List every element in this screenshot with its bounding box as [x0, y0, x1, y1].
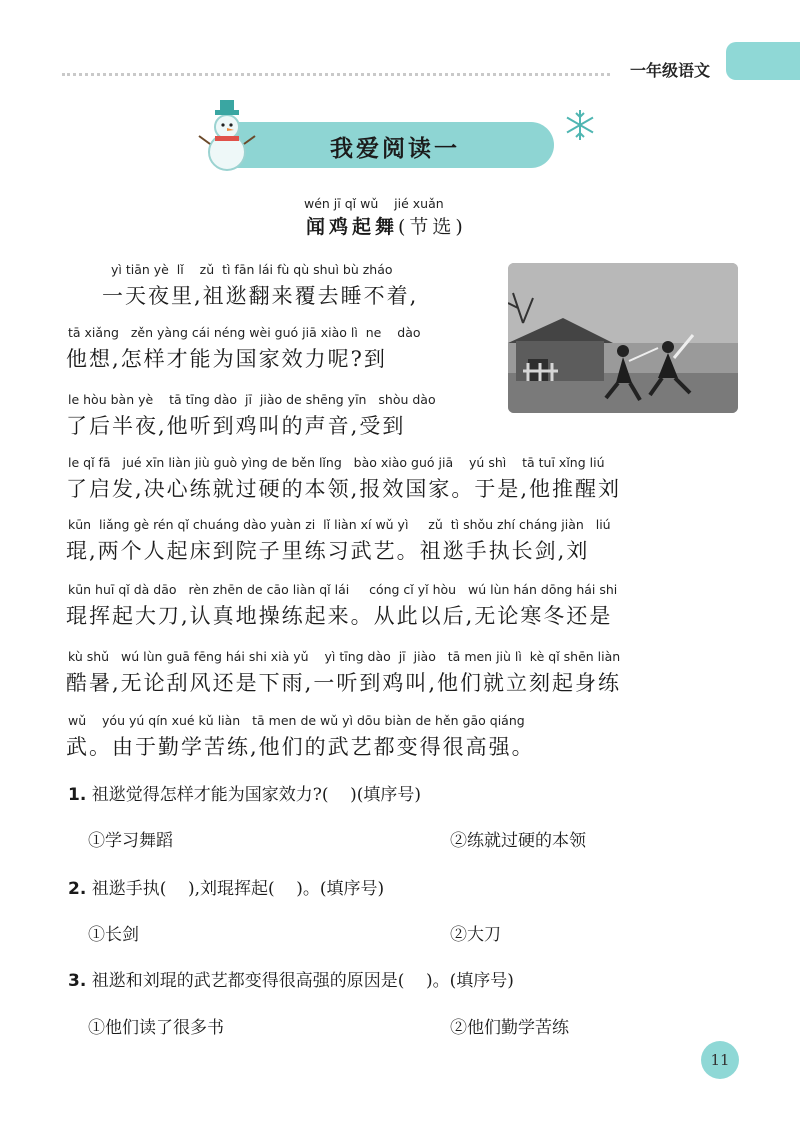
story-line-8-pinyin: wǔ yóu yú qín xué kǔ liàn tā men de wǔ yì dōu biàn de hěn gāo qiáng: [68, 713, 525, 728]
question-3-number: 3.: [68, 971, 87, 991]
story-line-8: 武。由于勤学苦练,他们的武艺都变得很高强。: [66, 735, 535, 759]
story-line-3-pinyin: le hòu bàn yè tā tīng dào jī jiào de shēng yīn shòu dào: [68, 392, 436, 407]
story-title: [306, 212, 467, 239]
grade-tab: [726, 42, 800, 80]
question-2-option-2[interactable]: ②大刀: [450, 925, 501, 945]
snowman-icon: [196, 100, 258, 172]
story-line-4: 了启发,决心练就过硬的本领,报效国家。于是,他推醒刘: [66, 477, 622, 501]
story-line-4-pinyin: le qǐ fā jué xīn liàn jiù guò yìng de běn lǐng bào xiào guó jiā yú shì tā tuī xǐng liú: [68, 455, 605, 470]
question-3-text: 祖逖和刘琨的武艺都变得很高强的原因是( )。(填序号): [91, 971, 514, 991]
story-line-7: 酷暑,无论刮风还是下雨,一听到鸡叫,他们就立刻起身练: [66, 671, 622, 695]
question-2: [68, 874, 384, 899]
lesson-title: 我爱阅读一: [330, 136, 460, 162]
question-2-option-1[interactable]: ①长剑: [88, 925, 139, 945]
story-line-5-pinyin: kūn liǎng gè rén qǐ chuáng dào yuàn zi lǐ liàn xí wǔ yì zǔ tì shǒu zhí cháng jiàn liú: [68, 517, 611, 532]
question-1-number: 1.: [68, 785, 87, 805]
question-2-text: 祖逖手执( ),刘琨挥起( )。(填序号): [91, 879, 385, 899]
snowflake-icon: [563, 108, 597, 142]
story-illustration: [508, 263, 738, 413]
question-1-option-2[interactable]: ②练就过硬的本领: [450, 831, 586, 851]
question-1: [68, 780, 421, 805]
story-title-pinyin: wén jī qǐ wǔ jié xuǎn: [304, 196, 444, 211]
story-line-1-pinyin: yì tiān yè lǐ zǔ tì fān lái fù qù shuì bù zháo: [111, 262, 393, 277]
grade-label: 一年级语文: [630, 61, 711, 80]
story-line-3: 了后半夜,他听到鸡叫的声音,受到: [66, 414, 406, 438]
story-line-7-pinyin: kù shǔ wú lùn guā fēng hái shi xià yǔ yì tīng dào jī jiào tā men jiù lì kè qǐ shēn liàn: [68, 649, 621, 664]
story-line-6-pinyin: kūn huī qǐ dà dāo rèn zhēn de cāo liàn qǐ lái cóng cǐ yǐ hòu wú lùn hán dōng hái shi: [68, 582, 618, 597]
header-dotted-rule: [62, 73, 610, 76]
story-line-1: 一天夜里,祖逖翻来覆去睡不着,: [102, 284, 419, 308]
story-title-note: (节选): [398, 216, 467, 238]
story-title-hanzi: 闻鸡起舞: [306, 216, 399, 238]
question-1-option-1[interactable]: ①学习舞蹈: [88, 831, 173, 851]
question-3: [68, 966, 514, 991]
page-number: 11: [701, 1041, 739, 1079]
question-1-text: 祖逖觉得怎样才能为国家效力?( )(填序号): [91, 785, 421, 805]
question-3-option-2[interactable]: ②他们勤学苦练: [450, 1018, 569, 1038]
story-line-2-pinyin: tā xiǎng zěn yàng cái néng wèi guó jiā xiào lì ne dào: [68, 325, 421, 340]
story-line-5: 琨,两个人起床到院子里练习武艺。祖逖手执长剑,刘: [66, 539, 590, 563]
question-3-option-1[interactable]: ①他们读了很多书: [88, 1018, 224, 1038]
story-line-2: 他想,怎样才能为国家效力呢?到: [66, 347, 387, 371]
question-2-number: 2.: [68, 879, 87, 899]
lesson-banner: [236, 122, 554, 168]
story-line-6: 琨挥起大刀,认真地操练起来。从此以后,无论寒冬还是: [66, 604, 613, 628]
